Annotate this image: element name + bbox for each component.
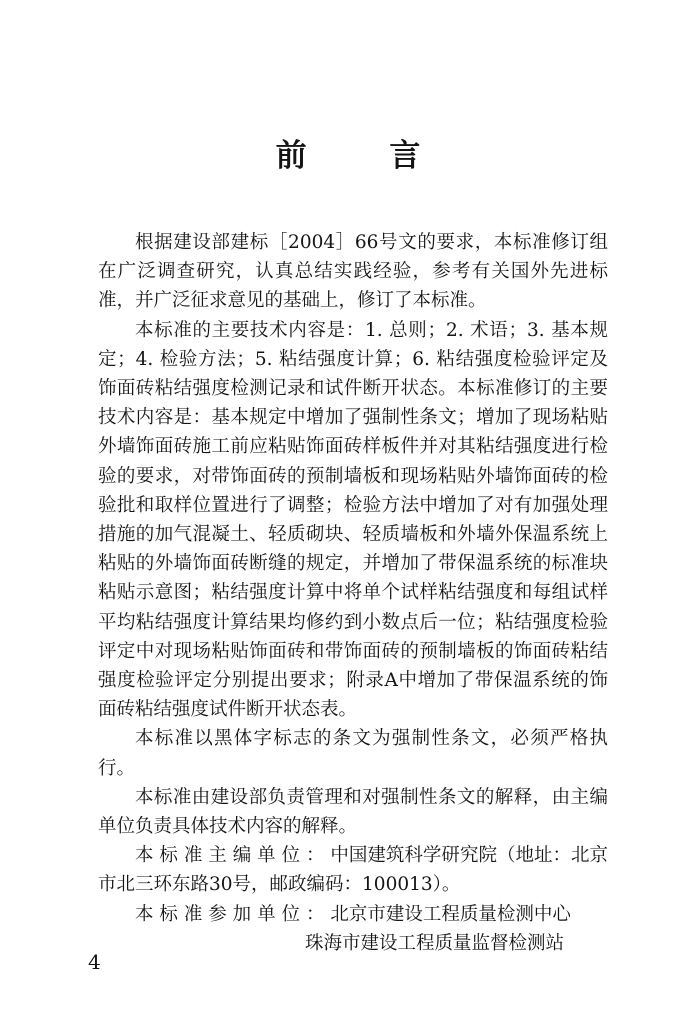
paragraph-management: 本标准由建设部负责管理和对强制性条文的解释，由主编单位负责具体技术内容的解释。 xyxy=(98,786,608,838)
participant-unit-2: 珠海市建设工程质量监督检测站 xyxy=(305,932,565,954)
chief-editor-label: 本标准主编单位： xyxy=(135,845,331,867)
participants-label: 本标准参加单位： xyxy=(135,903,331,925)
page-title: 前 言 xyxy=(275,138,457,174)
chief-editor-text: 中国建筑科学研究院（地址：北京市北三环东路30号，邮政编码：100013）。 xyxy=(98,845,608,896)
chief-editor-unit xyxy=(98,841,608,899)
preface-body xyxy=(98,228,608,958)
paragraph-technical-content: 本标准的主要技术内容是：1. 总则；2. 术语；3. 基本规定；4. 检验方法；5. 粘结强度计算；6. 粘结强度检验评定及饰面砖粘结强度检测记录和试件断开状态。本标准修订的主要技术内容是：基本规定中增加了强制性条文；增加了现场粘贴外墙饰面砖施工前应粘贴饰面砖样板件并对其粘结强度进行检验的要求，对带饰面砖的预制墙板和现场粘贴外墙饰面砖的检验批和取样位置进行了调整；检验方法中增加了对有加强处理措施的加气混凝土、轻质砌块、轻质墙板和外墙外保温系统上粘贴的外墙饰面砖断缝的规定，并增加了带保温系统的标准块粘贴示意图；粘结强度计算中将单个试样粘结强度和每组试样平均粘结强度计算结果均修约到小数点后一位；粘结强度检验评定中对现场粘贴饰面砖和带饰面砖的预制墙板的饰面砖粘结强度检验评定分别提出要求；附录A中增加了带保温系统的饰面砖粘结强度试件断开状态表。 xyxy=(98,319,608,721)
paragraph-mandatory-clauses: 本标准以黑体字标志的条文为强制性条文，必须严格执行。 xyxy=(98,728,608,779)
participating-units-continued xyxy=(98,929,608,958)
paragraph-background: 根据建设部建标［2004］66号文的要求，本标准修订组在广泛调查研究，认真总结实践经验，参考有关国外先进标准，并广泛征求意见的基础上，修订了本标准。 xyxy=(98,232,608,312)
participant-unit-1: 北京市建设工程质量检测中心 xyxy=(330,903,571,925)
participating-units xyxy=(98,900,608,929)
page-number: 4 xyxy=(88,950,101,974)
